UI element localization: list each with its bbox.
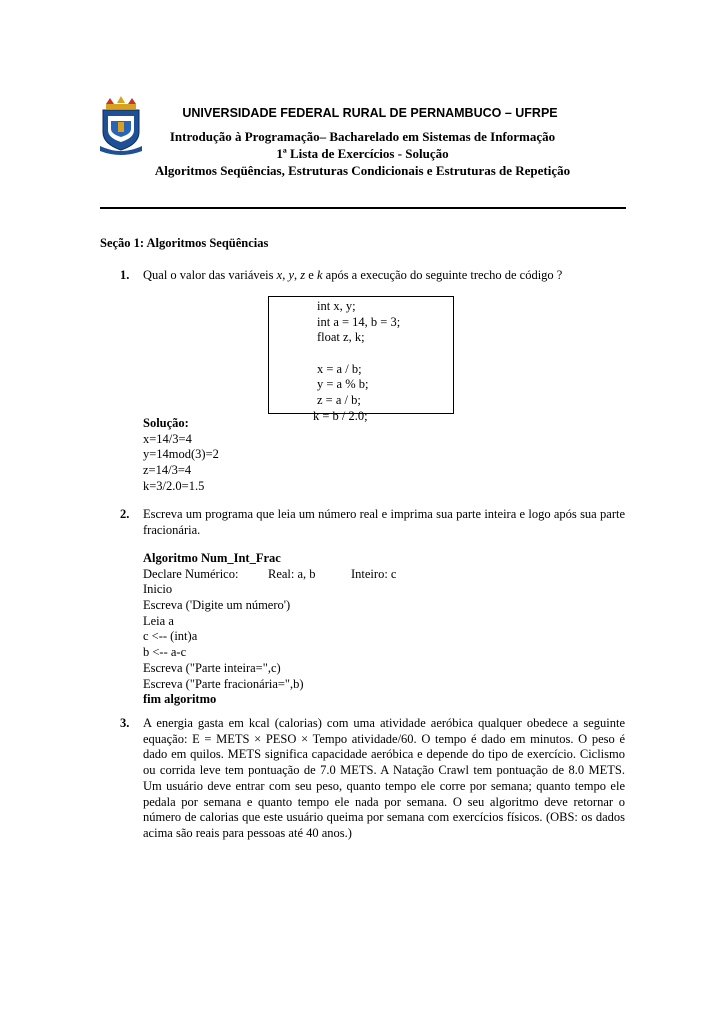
code-block [313,299,453,425]
algorithm-line: c <-- (int)a [143,629,198,644]
code-line: z = a / b; [317,393,361,408]
declare-line: Declare Numérico: Real: a, b Inteiro: c [143,566,397,581]
course-title: Introdução à Programação– Bacharelado em Sistemas de Informação [169,129,556,144]
code-line: y = a % b; [317,377,369,392]
algorithm-line: Leia a [143,613,174,628]
question-3-text: A energia gasta em kcal (calorias) com uma atividade aeróbica qualquer obedece a seguinte equação: E = METS × PESO × Tempo atividade/60. O tempo é dado em minutos. O peso é dado em quilos. METS significa capacidade aeróbica e depende do tipo de exercício. Ciclismo ou corrida leve tem pontuação de 7.0 METS. A Natação Crawl tem pontuação de 8.0 METS. Um usuário deve entrar com seu peso, quanto tempo ele corre por semana; quanto tempo ele pedala por semana e quanto tempo ele nada por semana. O seu algoritmo deve retornar o número de calorias que este usuário queima por semana com exercícios físicos. (OBS: os dados acima são reais para pessoas até 40 anos.) [143,716,625,840]
header-divider [100,207,626,209]
question-2-text: Escreva um programa que leia um número real e imprima sua parte inteira e logo após sua parte fracionária. [143,507,625,537]
algorithm-line: b <-- a-c [143,645,187,660]
section-1-title: Seção 1: Algoritmos Seqüências [100,236,269,250]
algorithm-end: fim algoritmo [143,692,217,707]
question-2-number: 2. [120,507,130,521]
code-line [317,346,453,362]
solution-line: y=14mod(3)=2 [143,447,219,462]
algorithm-line: Escreva ('Digite um número') [143,598,291,613]
code-line: k = b / 2.0; [313,408,368,423]
solution-title: Solução: [143,416,189,430]
code-line: float z, k; [317,330,365,345]
question-1-text: Qual o valor das variáveis x, y, z e k após a execução do seguinte trecho de código ? [143,268,563,282]
algorithm-title: Algoritmo Num_Int_Frac [143,551,281,565]
code-line: x = a / b; [317,361,362,376]
question-1-number: 1. [120,268,130,282]
solution-line: x=14/3=4 [143,431,192,446]
university-name: UNIVERSIDADE FEDERAL RURAL DE PERNAMBUCO – UFRPE [182,106,558,120]
topic-title: Algoritmos Seqüências, Estruturas Condicionais e Estruturas de Repetição [154,163,571,178]
algorithm-block [143,551,397,708]
code-line: int a = 14, b = 3; [317,314,401,329]
solution-line: z=14/3=4 [143,463,192,478]
question-3-number: 3. [120,716,130,730]
list-title: 1ª Lista de Exercícios - Solução [276,146,449,161]
algorithm-line: Escreva ("Parte fracionária=",b) [143,676,304,691]
code-box [268,296,454,423]
solution-line: k=3/2.0=1.5 [143,478,205,493]
code-line: int x, y; [317,299,356,313]
solution-block [143,416,219,494]
algorithm-line: Inicio [143,582,173,597]
algorithm-line: Escreva ("Parte inteira=",c) [143,660,281,675]
